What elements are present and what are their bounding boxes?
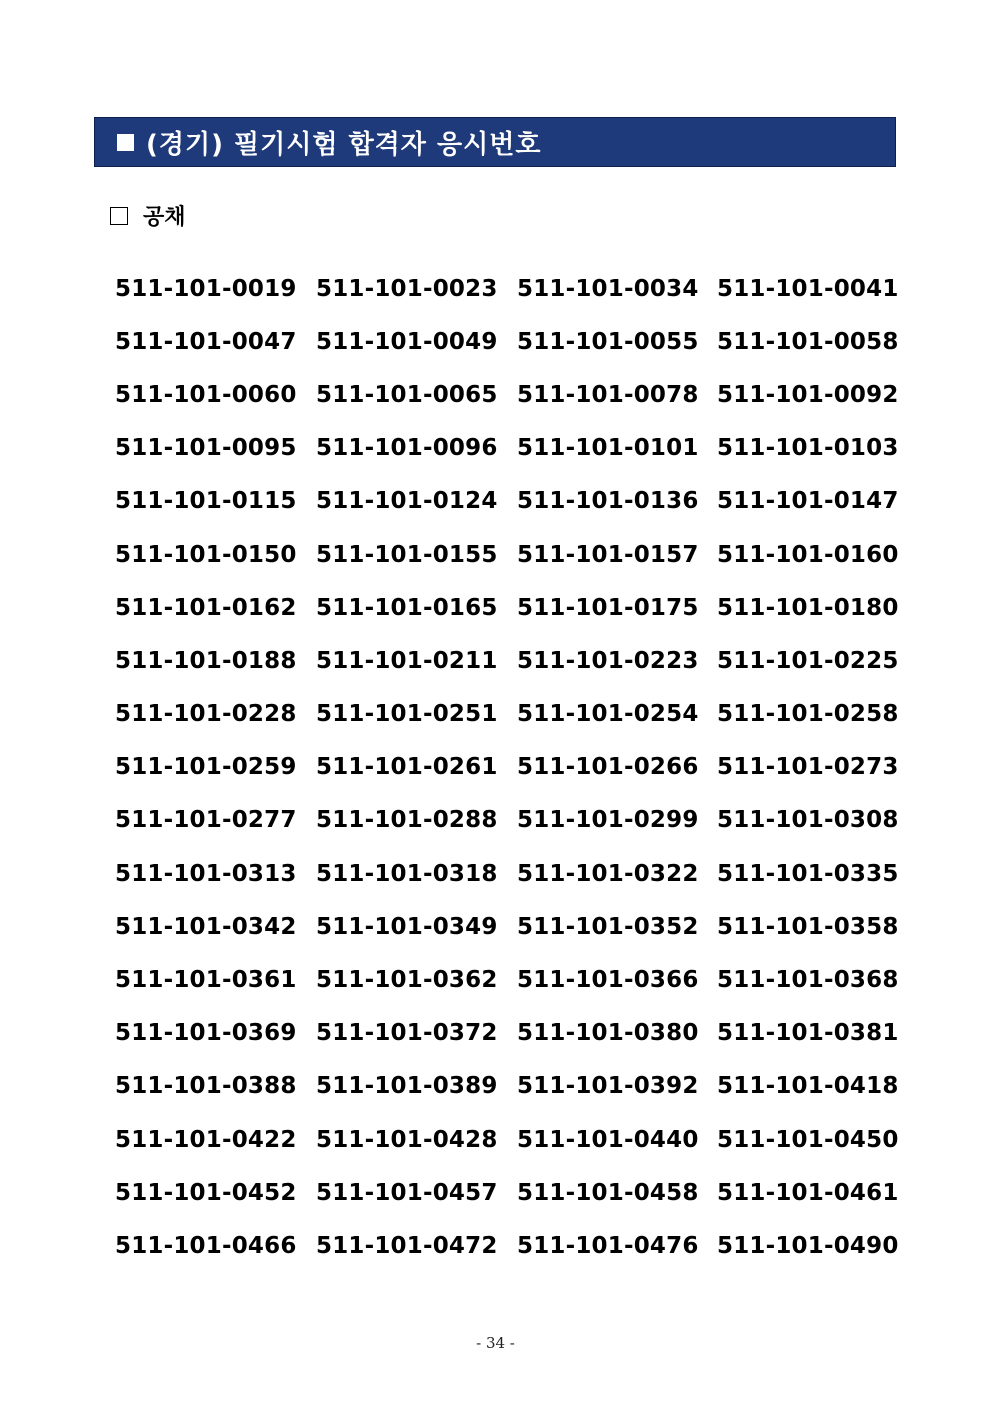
exam-number: 511-101-0157 <box>517 541 699 568</box>
exam-number: 511-101-0155 <box>316 541 498 568</box>
exam-number: 511-101-0389 <box>316 1073 498 1100</box>
exam-number: 511-101-0165 <box>316 594 498 621</box>
exam-number: 511-101-0095 <box>115 435 297 462</box>
exam-number: 511-101-0428 <box>316 1126 498 1153</box>
exam-number: 511-101-0299 <box>517 807 699 834</box>
subsection-title: 공채 <box>143 205 186 230</box>
exam-number: 511-101-0476 <box>517 1232 699 1259</box>
exam-number: 511-101-0092 <box>717 381 899 408</box>
exam-number: 511-101-0273 <box>717 754 899 781</box>
exam-number: 511-101-0358 <box>717 913 899 940</box>
exam-number: 511-101-0461 <box>717 1179 899 1206</box>
exam-number: 511-101-0261 <box>316 754 498 781</box>
exam-number: 511-101-0225 <box>717 647 899 674</box>
exam-number: 511-101-0147 <box>717 488 899 515</box>
exam-number: 511-101-0096 <box>316 435 498 462</box>
exam-number: 511-101-0422 <box>115 1126 297 1153</box>
exam-number: 511-101-0266 <box>517 754 699 781</box>
exam-number: 511-101-0160 <box>717 541 899 568</box>
section-header-bar <box>94 117 896 167</box>
exam-number: 511-101-0259 <box>115 754 297 781</box>
subsection-label <box>110 200 186 231</box>
exam-number-list <box>115 262 899 1273</box>
exam-number: 511-101-0223 <box>517 647 699 674</box>
exam-number: 511-101-0136 <box>517 488 699 515</box>
exam-number: 511-101-0490 <box>717 1232 899 1259</box>
exam-number: 511-101-0254 <box>517 701 699 728</box>
exam-number: 511-101-0150 <box>115 541 297 568</box>
exam-number: 511-101-0175 <box>517 594 699 621</box>
exam-number: 511-101-0162 <box>115 594 297 621</box>
exam-number: 511-101-0440 <box>517 1126 699 1153</box>
exam-number: 511-101-0211 <box>316 647 498 674</box>
exam-number: 511-101-0041 <box>717 275 899 302</box>
exam-number: 511-101-0418 <box>717 1073 899 1100</box>
exam-number: 511-101-0369 <box>115 1020 297 1047</box>
exam-number: 511-101-0188 <box>115 647 297 674</box>
exam-number: 511-101-0313 <box>115 860 297 887</box>
exam-number: 511-101-0458 <box>517 1179 699 1206</box>
exam-number: 511-101-0450 <box>717 1126 899 1153</box>
exam-number: 511-101-0466 <box>115 1232 297 1259</box>
exam-number: 511-101-0228 <box>115 701 297 728</box>
exam-number: 511-101-0288 <box>316 807 498 834</box>
exam-number: 511-101-0368 <box>717 967 899 994</box>
page-title: (경기) 필기시험 합격자 응시번호 <box>146 129 542 160</box>
exam-number: 511-101-0078 <box>517 381 699 408</box>
exam-number: 511-101-0124 <box>316 488 498 515</box>
exam-number: 511-101-0322 <box>517 860 699 887</box>
exam-number: 511-101-0019 <box>115 275 297 302</box>
exam-number: 511-101-0388 <box>115 1073 297 1100</box>
exam-number: 511-101-0380 <box>517 1020 699 1047</box>
exam-number: 511-101-0049 <box>316 328 498 355</box>
exam-number: 511-101-0366 <box>517 967 699 994</box>
exam-number: 511-101-0065 <box>316 381 498 408</box>
exam-number: 511-101-0381 <box>717 1020 899 1047</box>
square-bullet-icon <box>117 134 134 151</box>
exam-number: 511-101-0342 <box>115 913 297 940</box>
exam-number: 511-101-0335 <box>717 860 899 887</box>
exam-number: 511-101-0115 <box>115 488 297 515</box>
page-number: - 34 - <box>476 1334 515 1352</box>
empty-square-icon <box>110 207 128 225</box>
exam-number: 511-101-0372 <box>316 1020 498 1047</box>
exam-number: 511-101-0180 <box>717 594 899 621</box>
exam-number: 511-101-0101 <box>517 435 699 462</box>
exam-number: 511-101-0362 <box>316 967 498 994</box>
exam-number: 511-101-0058 <box>717 328 899 355</box>
exam-number: 511-101-0452 <box>115 1179 297 1206</box>
exam-number: 511-101-0352 <box>517 913 699 940</box>
exam-number: 511-101-0251 <box>316 701 498 728</box>
exam-number: 511-101-0103 <box>717 435 899 462</box>
exam-number: 511-101-0472 <box>316 1232 498 1259</box>
exam-number: 511-101-0349 <box>316 913 498 940</box>
exam-number: 511-101-0034 <box>517 275 699 302</box>
exam-number: 511-101-0023 <box>316 275 498 302</box>
exam-number: 511-101-0047 <box>115 328 297 355</box>
exam-number: 511-101-0457 <box>316 1179 498 1206</box>
exam-number: 511-101-0277 <box>115 807 297 834</box>
exam-number: 511-101-0392 <box>517 1073 699 1100</box>
exam-number: 511-101-0060 <box>115 381 297 408</box>
exam-number: 511-101-0308 <box>717 807 899 834</box>
exam-number: 511-101-0055 <box>517 328 699 355</box>
exam-number: 511-101-0361 <box>115 967 297 994</box>
exam-number: 511-101-0258 <box>717 701 899 728</box>
exam-number: 511-101-0318 <box>316 860 498 887</box>
